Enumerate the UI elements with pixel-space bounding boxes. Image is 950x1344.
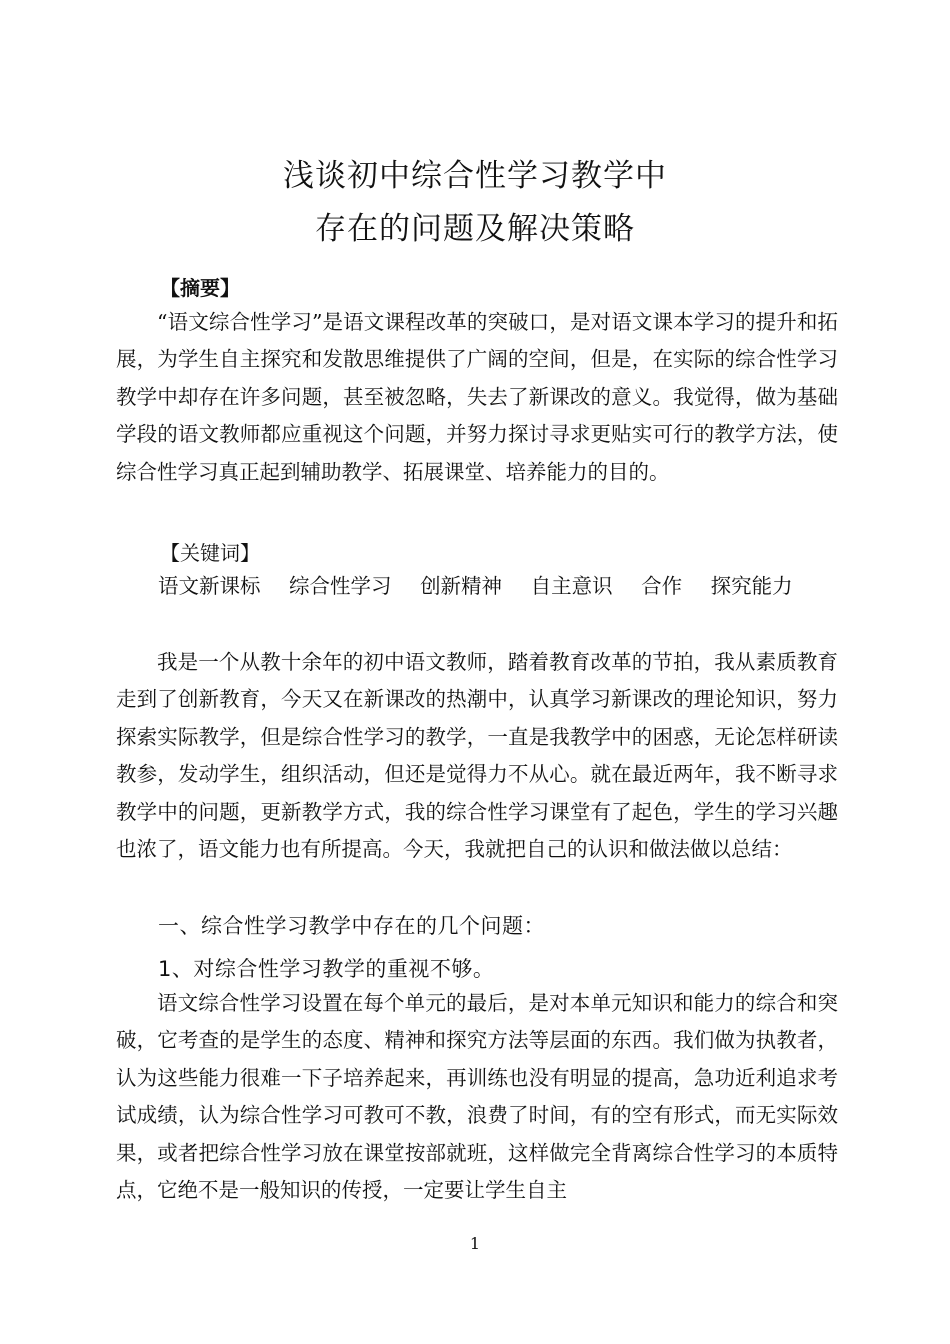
intro-paragraph: 我是一个从教十余年的初中语文教师，踏着教育改革的节拍，我从素质教育走到了创新教育，今天又在新课改的热潮中，认真学习新课改的理论知识，努力探索实际教学，但是综合性学习的教学，一直是我教学中的困惑，无论怎样研读教参，发动学生，组织活动，但还是觉得力不从心。就在最近两年，我不断寻求教学中的问题，更新教学方式，我的综合性学习课堂有了起色，学生的学习兴趣也浓了，语文能力也有所提高。今天，我就把自己的认识和做法做以总结： [116, 650, 838, 862]
keyword: 综合性学习 [289, 574, 392, 598]
abstract-text: “语文综合性学习”是语文课程改革的突破口，是对语文课本学习的提升和拓展，为学生自主探究和发散思维提供了广阔的空间，但是，在实际的综合性学习教学中却存在许多问题，甚至被忽略，失去了新课改的意义。我觉得，做为基础学段的语文教师都应重视这个问题，并努力探讨寻求更贴实可行的教学方法，使综合性学习真正起到辅助教学、拓展课堂、培养能力的目的。 [116, 310, 838, 484]
document-title-line-2: 存在的问题及解决策略 [315, 211, 635, 247]
document-title-line-1: 浅谈初中综合性学习教学中 [283, 158, 667, 194]
keyword: 创新精神 [420, 574, 503, 598]
keywords-list [158, 568, 793, 604]
keyword: 语文新课标 [158, 574, 261, 598]
page-number: 1 [469, 1234, 481, 1253]
subsection-heading: 1、对综合性学习教学的重视不够。 [158, 957, 495, 981]
keywords-heading: 【关键词】 [160, 541, 260, 565]
keyword: 合作 [641, 574, 683, 598]
abstract-heading: 【摘要】 [160, 276, 240, 300]
section-heading: 一、综合性学习教学中存在的几个问题： [158, 914, 545, 938]
keyword: 探究能力 [710, 574, 793, 598]
subsection-paragraph: 语文综合性学习设置在每个单元的最后，是对本单元知识和能力的综合和突破，它考查的是学生的态度、精神和探究方法等层面的东西。我们做为执教者，认为这些能力很难一下子培养起来，再训练也没有明显的提高，急功近利追求考试成绩，认为综合性学习可教可不教，浪费了时间，有的空有形式，而无实际效果，或者把综合性学习放在课堂按部就班，这样做完全背离综合性学习的本质特点，它绝不是一般知识的传授，一定要让学生自主 [116, 991, 838, 1203]
keyword: 自主意识 [530, 574, 613, 598]
